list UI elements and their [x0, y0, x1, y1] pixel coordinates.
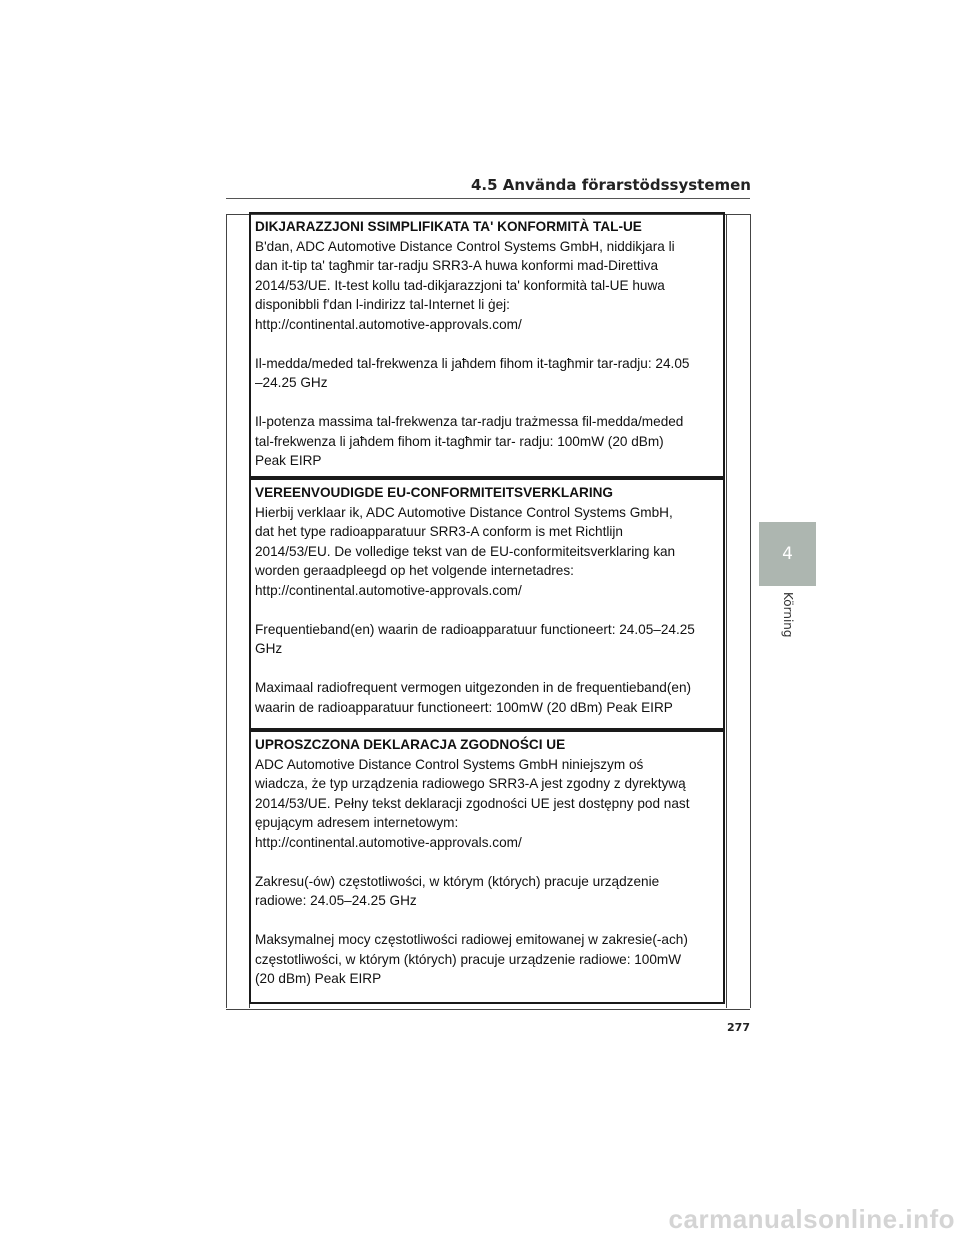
frame-left-rule [226, 214, 227, 1008]
panel-paragraph: ADC Automotive Distance Control Systems GmbH niniejszym oś wiadcza, że typ urządzenia radiowego SRR3-A jest zgodny z dyrektywą 2014/53/UE. Pełny tekst deklaracji zgodności UE jest dostępny pod nast ępującym adresem internetowym: http://continental.automotive-approvals.com/ [255, 756, 690, 850]
panel-paragraph: Maximaal radiofrequent vermogen uitgezonden in de frequentieband(en) waarin de radioapparatuur functioneert: 100mW (20 dBm) Peak EIRP [255, 680, 692, 715]
section-title: 4.5 Använda förarstödssystemen [470, 176, 751, 194]
chapter-tab [759, 522, 816, 586]
panel-paragraph: Il-medda/meded tal-frekwenza li jaħdem fihom it-tagħmir tar-radju: 24.05 –24.25 GHz [255, 355, 690, 390]
chapter-label: Körning [781, 592, 795, 638]
panel-paragraph: Il-potenza massima tal-frekwenza tar-radju trażmessa fil-medda/meded tal-frekwenza li jaħdem fihom it-tagħmir tar- radju: 100mW (20 dBm) Peak EIRP [255, 414, 684, 468]
header-rule [226, 198, 750, 199]
panel-title: VEREENVOUDIGDE EU-CONFORMITEITSVERKLARING [255, 485, 613, 500]
chapter-number: 4 [782, 544, 793, 564]
page-number: 277 [727, 1021, 750, 1034]
panel-paragraph: Maksymalnej mocy częstotliwości radiowej emitowanej w zakresie(-ach) częstotliwości, w którym (których) pracuje urządzenie radiowe: 100mW (20 dBm) Peak EIRP [255, 932, 688, 986]
frame-inner-right-rule [726, 214, 727, 1008]
watermark-text: carmanualsonline.info [668, 1204, 955, 1234]
declaration-panel-dutch [249, 478, 725, 730]
declaration-panel-maltese [249, 212, 725, 478]
panel-title: UPROSZCZONA DEKLARACJA ZGODNOŚCI UE [255, 737, 566, 752]
declaration-panel-polish [249, 730, 725, 1004]
panel-paragraph: Hierbij verklaar ik, ADC Automotive Distance Control Systems GmbH, dat het type radioapparatuur SRR3-A conform is met Richtlijn 2014/53/EU. De volledige tekst van de EU-conformiteitsverklaring kan worden geraadpleegd op het volgende internetadres: http://continental.automotive-approvals.com/ [255, 504, 676, 598]
frame-right-rule [750, 214, 751, 1008]
panel-paragraph: Zakresu(-ów) częstotliwości, w którym (których) pracuje urządzenie radiowe: 24.05–24.25 GHz [255, 873, 660, 908]
panel-title: DIKJARAZZJONI SSIMPLIFIKATA TA' KONFORMITÀ TAL-UE [255, 219, 642, 234]
panel-paragraph: B'dan, ADC Automotive Distance Control Systems GmbH, niddikjara li dan it-tip ta' tagħmir tar-radju SRR3-A huwa konformi mad-Direttiva 2014/53/UE. It-test kollu tad-dikjarazzjoni ta' konformità tal-UE huwa disponibbli f'dan l-indirizz tal-Internet li ġej: http://continental.automotive-approvals.com/ [255, 238, 675, 332]
panel-paragraph: Frequentieband(en) waarin de radioapparatuur functioneert: 24.05–24.25 GHz [255, 621, 695, 656]
